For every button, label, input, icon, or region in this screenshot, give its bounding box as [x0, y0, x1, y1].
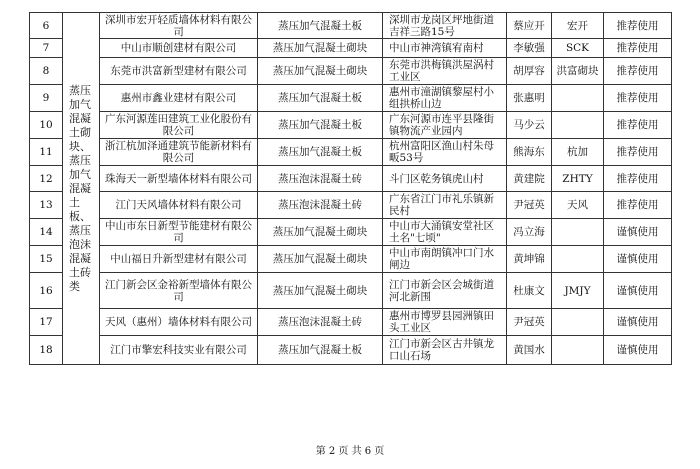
- cell-product: 蒸压加气混凝土板: [258, 139, 383, 166]
- cell-contact: 胡厚容: [507, 58, 552, 85]
- cell-company: 深圳市宏开轻质墙体材料有限公司: [100, 13, 258, 39]
- cell-product: 蒸压加气混凝土砌块: [258, 219, 383, 246]
- cell-grade: 谨慎使用: [604, 246, 672, 273]
- cell-contact: 黄坤锦: [507, 246, 552, 273]
- cell-product: 蒸压泡沫混凝土砖: [258, 309, 383, 336]
- cell-no: 15: [30, 246, 63, 273]
- cell-company: 江门天风墙体材料有限公司: [100, 192, 258, 219]
- cell-company: 中山福日升新型建材有限公司: [100, 246, 258, 273]
- cell-company: 广东河源莲田建筑工业化股份有限公司: [100, 112, 258, 139]
- cell-grade: 推荐使用: [604, 112, 672, 139]
- cell-address: 惠州市潼湖镇黎屋村小组拱桥山边: [383, 85, 507, 112]
- table-row: [30, 112, 672, 139]
- cell-company: 江门新会区金裕新型墙体有限公司: [100, 273, 258, 309]
- table-body: [30, 13, 672, 365]
- table-row: [30, 58, 672, 85]
- cell-product: 蒸压泡沫混凝土砖: [258, 192, 383, 219]
- cell-brand: 宏开: [552, 13, 604, 39]
- table-row: [30, 39, 672, 58]
- table-row: [30, 309, 672, 336]
- cell-grade: 谨慎使用: [604, 336, 672, 365]
- cell-no: 11: [30, 139, 63, 166]
- table-row: [30, 219, 672, 246]
- cell-brand: 洪富砌块: [552, 58, 604, 85]
- cell-brand: 天风: [552, 192, 604, 219]
- cell-brand: [552, 219, 604, 246]
- cell-brand: [552, 336, 604, 365]
- cell-no: 13: [30, 192, 63, 219]
- cell-contact: 冯立海: [507, 219, 552, 246]
- cell-no: 18: [30, 336, 63, 365]
- cell-address: 东莞市洪梅镇洪屋涡村工业区: [383, 58, 507, 85]
- cell-contact: 黄国水: [507, 336, 552, 365]
- cell-address: 江门市新会区古井镇龙口山石场: [383, 336, 507, 365]
- cell-product: 蒸压加气混凝土板: [258, 336, 383, 365]
- cell-contact: 张惠明: [507, 85, 552, 112]
- cell-address: 中山市神湾镇宥南村: [383, 39, 507, 58]
- table-row: [30, 273, 672, 309]
- cell-grade: 推荐使用: [604, 192, 672, 219]
- cell-product: 蒸压加气混凝土板: [258, 13, 383, 39]
- cell-company: 珠海天一新型墙体材料有限公司: [100, 166, 258, 192]
- cell-contact: 李敏强: [507, 39, 552, 58]
- cell-contact: 熊海东: [507, 139, 552, 166]
- cell-no: 6: [30, 13, 63, 39]
- category-cell: 蒸压加气混凝土砌块、蒸压加气混凝土板、蒸压泡沫混凝土砖类: [63, 13, 100, 365]
- cell-address: 中山市南朗镇冲口门水闸边: [383, 246, 507, 273]
- cell-grade: 推荐使用: [604, 58, 672, 85]
- cell-product: 蒸压加气混凝土砌块: [258, 58, 383, 85]
- table-row: [30, 246, 672, 273]
- page-footer: 第 2 页 共 6 页: [315, 446, 385, 457]
- cell-address: 广东河源市连平县隆街镇物流产业园内: [383, 112, 507, 139]
- cell-grade: 推荐使用: [604, 39, 672, 58]
- cell-grade: 谨慎使用: [604, 273, 672, 309]
- cell-grade: 谨慎使用: [604, 309, 672, 336]
- cell-contact: 杜康文: [507, 273, 552, 309]
- cell-product: 蒸压泡沫混凝土砖: [258, 166, 383, 192]
- cell-grade: 推荐使用: [604, 13, 672, 39]
- cell-no: 12: [30, 166, 63, 192]
- cell-company: 中山市顺创建材有限公司: [100, 39, 258, 58]
- cell-product: 蒸压加气混凝土砌块: [258, 273, 383, 309]
- cell-no: 8: [30, 58, 63, 85]
- cell-address: 江门市新会区会城街道河北新围: [383, 273, 507, 309]
- cell-brand: JMJY: [552, 273, 604, 309]
- cell-brand: SCK: [552, 39, 604, 58]
- table-row: [30, 13, 672, 39]
- table-row: [30, 139, 672, 166]
- cell-company: 中山市东日新型节能建材有限公司: [100, 219, 258, 246]
- cell-no: 16: [30, 273, 63, 309]
- cell-contact: 蔡应开: [507, 13, 552, 39]
- table-row: [30, 166, 672, 192]
- cell-address: 中山市大涌镇安堂社区土名"七顷": [383, 219, 507, 246]
- cell-brand: ZHTY: [552, 166, 604, 192]
- cell-contact: 尹冠英: [507, 309, 552, 336]
- cell-contact: 黄建院: [507, 166, 552, 192]
- table-row: [30, 336, 672, 365]
- cell-company: 浙江杭加泽通建筑节能新材料有限公司: [100, 139, 258, 166]
- cell-no: 7: [30, 39, 63, 58]
- cell-address: 广东省江门市礼乐镇新民村: [383, 192, 507, 219]
- cell-brand: [552, 246, 604, 273]
- cell-grade: 推荐使用: [604, 166, 672, 192]
- cell-company: 东莞市洪富新型建材有限公司: [100, 58, 258, 85]
- cell-address: 深圳市龙岗区坪地街道吉祥三路15号: [383, 13, 507, 39]
- cell-no: 10: [30, 112, 63, 139]
- table-row: [30, 192, 672, 219]
- cell-brand: [552, 309, 604, 336]
- cell-no: 17: [30, 309, 63, 336]
- enterprise-table: [29, 12, 672, 365]
- cell-company: 江门市擎宏科技实业有限公司: [100, 336, 258, 365]
- table-row: [30, 85, 672, 112]
- cell-product: 蒸压加气混凝土板: [258, 85, 383, 112]
- cell-company: 惠州市鑫业建材有限公司: [100, 85, 258, 112]
- cell-no: 14: [30, 219, 63, 246]
- cell-product: 蒸压加气混凝土砌块: [258, 39, 383, 58]
- cell-product: 蒸压加气混凝土板: [258, 112, 383, 139]
- cell-contact: 马少云: [507, 112, 552, 139]
- cell-brand: [552, 112, 604, 139]
- cell-company: 天风（惠州）墙体材料有限公司: [100, 309, 258, 336]
- cell-address: 杭州富阳区渔山村朱母畈53号: [383, 139, 507, 166]
- cell-contact: 尹冠英: [507, 192, 552, 219]
- cell-product: 蒸压加气混凝土砌块: [258, 246, 383, 273]
- cell-brand: 杭加: [552, 139, 604, 166]
- cell-grade: 谨慎使用: [604, 219, 672, 246]
- cell-grade: 推荐使用: [604, 139, 672, 166]
- cell-address: 惠州市博罗县园洲镇田头工业区: [383, 309, 507, 336]
- cell-no: 9: [30, 85, 63, 112]
- cell-grade: 推荐使用: [604, 85, 672, 112]
- cell-address: 斗门区乾务镇虎山村: [383, 166, 507, 192]
- cell-brand: [552, 85, 604, 112]
